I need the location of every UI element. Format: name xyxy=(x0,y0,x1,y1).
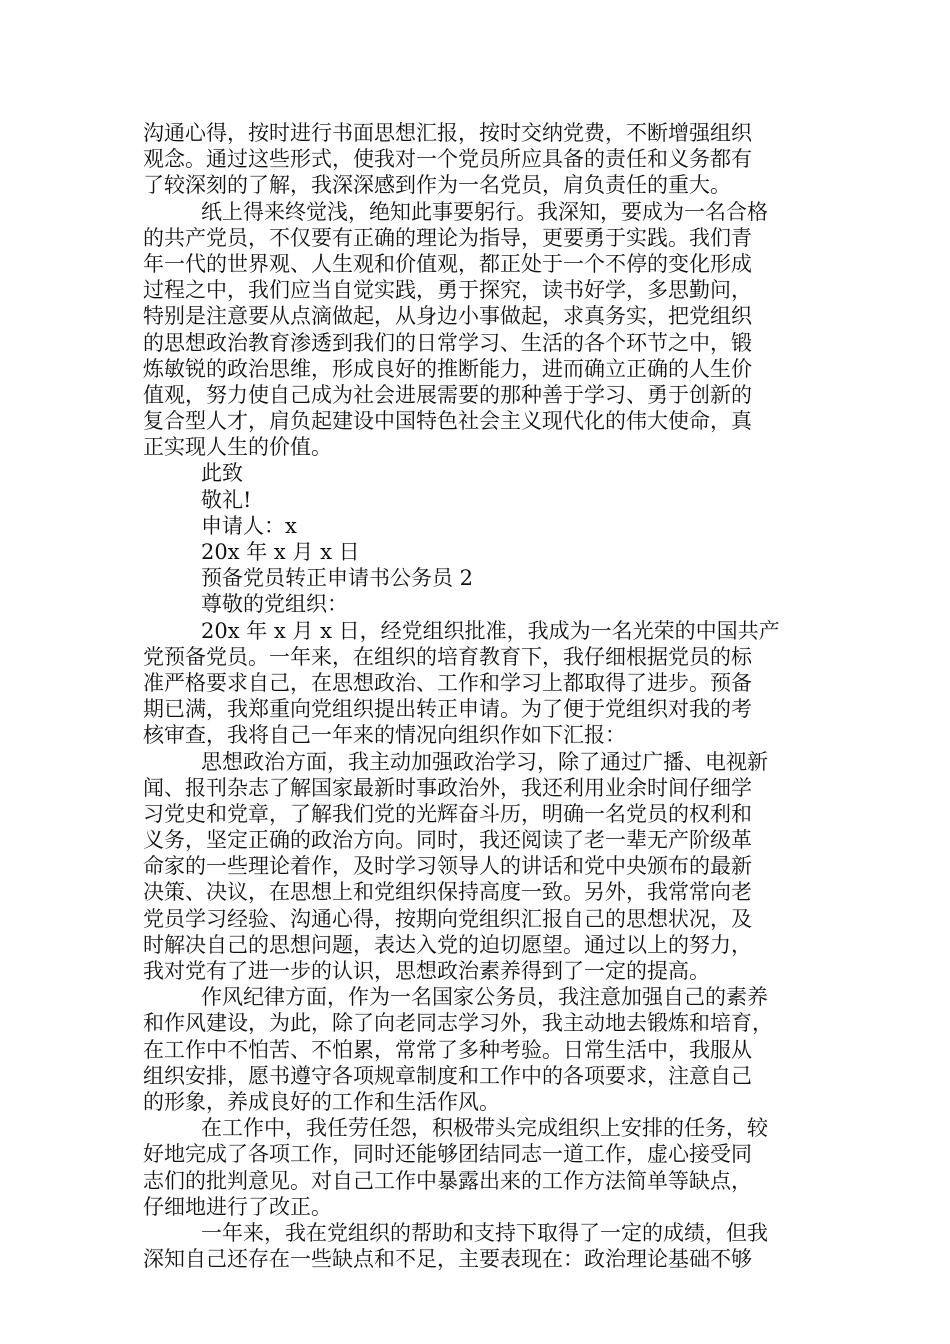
text-line: 复合型人才，肩负起建设中国特色社会主义现代化的伟大使命，真 xyxy=(143,409,752,434)
text-line: 思想政治方面，我主动加强政治学习，除了通过广播、电视新 xyxy=(201,749,768,774)
text-line: 值观，努力使自己成为社会进展需要的那种善于学习、勇于创新的 xyxy=(143,382,752,407)
text-line: 沟通心得，按时进行书面思想汇报，按时交纳党费，不断增强组织 xyxy=(143,121,752,145)
text-line: 好地完成了各项工作，同时还能够团结同志一道工作，虚心接受同 xyxy=(143,1142,752,1167)
text-line: 预备党员转正申请书公务员 2 xyxy=(201,566,474,591)
text-line: 组织安排，愿书遵守各项规章制度和工作中的各项要求，注意自己 xyxy=(143,1063,752,1088)
text-line: 纸上得来终觉浅，绝知此事要躬行。我深知，要成为一名合格 xyxy=(201,199,768,224)
text-line: 期已满，我郑重向党组织提出转正申请。为了便于党组织对我的考 xyxy=(143,697,752,722)
text-line: 20x 年 x 月 x 日，经党组织批准，我成为一名光荣的中国共产 xyxy=(201,618,780,643)
text-line: 了较深刻的了解，我深深感到作为一名党员，肩负责任的重大。 xyxy=(143,173,731,198)
text-line: 正实现人生的价值。 xyxy=(143,435,332,460)
text-line: 申请人：x xyxy=(201,513,297,538)
text-line: 我对党有了进一步的认识，思想政治素养得到了一定的提高。 xyxy=(143,959,710,983)
text-line: 习党史和党章，了解我们党的光辉奋斗历，明确一名党员的权利和 xyxy=(143,801,752,826)
text-line: 炼敏锐的政治思维，形成良好的推断能力，进而确立正确的人生价 xyxy=(143,356,752,381)
text-line: 在工作中，我任劳任怨，积极带头完成组织上安排的任务，较 xyxy=(201,1116,768,1141)
text-line: 在工作中不怕苦、不怕累，常常了多种考验。日常生活中，我服从 xyxy=(143,1037,752,1062)
text-line: 时解决自己的思想问题，表达入党的迫切愿望。通过以上的努力， xyxy=(143,932,752,957)
text-line: 核审查，我将自己一年来的情况向组织作如下汇报： xyxy=(143,723,626,748)
text-line: 过程之中，我们应当自觉实践，勇于探究，读书好学，多思勤问， xyxy=(143,278,752,303)
text-line: 仔细地进行了改正。 xyxy=(143,1194,332,1219)
document-body xyxy=(143,120,815,1272)
text-line: 决策、决议，在思想上和党组织保持高度一致。另外，我常常向老 xyxy=(143,880,752,905)
text-line: 此致 xyxy=(201,461,243,486)
text-line: 20x 年 x 月 x 日 xyxy=(201,540,360,564)
text-line: 的形象，养成良好的工作和生活作风。 xyxy=(143,1089,500,1114)
text-line: 深知自己还存在一些缺点和不足，主要表现在：政治理论基础不够 xyxy=(143,1247,752,1272)
text-line: 的思想政治教育渗透到我们的日常学习、生活的各个环节之中，锻 xyxy=(143,330,752,355)
text-line: 尊敬的党组织： xyxy=(201,592,348,617)
text-line: 一年来，我在党组织的帮助和支持下取得了一定的成绩，但我 xyxy=(201,1220,768,1245)
text-line: 年一代的世界观、人生观和价值观，都正处于一个不停的变化形成 xyxy=(143,251,752,276)
text-line: 党员学习经验、沟通心得，按期向党组织汇报自己的思想状况，及 xyxy=(143,906,752,931)
text-line: 志们的批判意见。对自己工作中暴露出来的工作方法简单等缺点， xyxy=(143,1168,752,1193)
text-line: 敬礼! xyxy=(201,487,252,512)
text-line: 准严格要求自己，在思想政治、工作和学习上都取得了进步。预备 xyxy=(143,670,752,695)
text-line: 观念。通过这些形式，使我对一个党员所应具备的责任和义务都有 xyxy=(143,147,752,172)
text-line: 的共产党员，不仅要有正确的理论为指导，更要勇于实践。我们青 xyxy=(143,225,752,250)
text-line: 义务，坚定正确的政治方向。同时，我还阅读了老一辈无产阶级革 xyxy=(143,828,752,853)
text-line: 闻、报刊杂志了解国家最新时事政治外，我还利用业余时间仔细学 xyxy=(143,775,752,800)
text-line: 作风纪律方面，作为一名国家公务员，我注意加强自己的素养 xyxy=(201,985,768,1010)
text-line: 命家的一些理论着作，及时学习领导人的讲话和党中央颁布的最新 xyxy=(143,854,752,879)
text-line: 和作风建设，为此，除了向老同志学习外，我主动地去锻炼和培育， xyxy=(143,1011,773,1036)
text-line: 党预备党员。一年来，在组织的培育教育下，我仔细根据党员的标 xyxy=(143,644,752,669)
text-line: 特别是注意要从点滴做起，从身边小事做起，求真务实，把党组织 xyxy=(143,304,752,329)
